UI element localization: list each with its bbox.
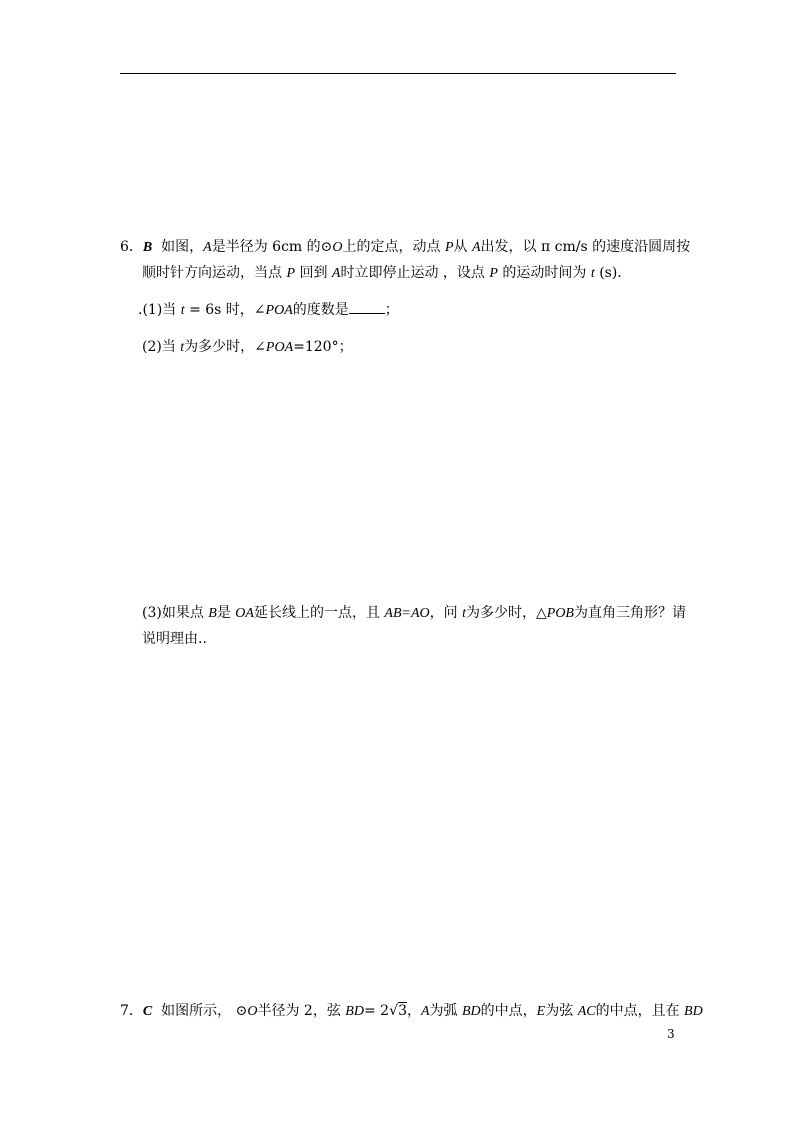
q6-part-3: (3)如果点 B是 OA延长线上的一点，且 AB=AO，问 t为多少时，△POB为直角三角形？请 — [142, 605, 686, 621]
answer-blank — [349, 301, 385, 314]
q6-line-1: 6．B 如图，A是半径为 6cm 的⊙O上的定点，动点 P从 A出发，以 π cm/s 的速度沿圆周按 — [120, 239, 691, 255]
point-o-3 — [201, 718, 205, 722]
label-p-3: P — [238, 760, 245, 771]
segment-ob — [199, 154, 205, 201]
label-a-2: A — [241, 411, 248, 422]
point-o-2 — [191, 419, 195, 423]
label-a: A — [142, 150, 149, 161]
q6-number: 6． — [120, 239, 143, 255]
q6-level-tag: B — [142, 240, 153, 255]
label-b-3: B — [315, 710, 322, 721]
label-o-2: O — [179, 417, 187, 428]
segment-oa — [152, 152, 199, 154]
sqrt-three: √ 3 — [389, 1002, 407, 1020]
label-a-3: A — [258, 710, 265, 721]
q7-level-tag: C — [142, 1004, 153, 1019]
label-o: O — [186, 155, 194, 166]
q6-line-2: 顺时针方向运动，当点 P 回到 A时立即停止运动 ，设点 P 的运动时间为 t (s)． — [142, 265, 632, 281]
point-a-2 — [236, 419, 240, 423]
page-number: 3 — [667, 1027, 675, 1041]
triangle-abc — [152, 127, 237, 201]
header-rule — [120, 73, 676, 74]
point-o — [197, 152, 201, 156]
label-o-3: O — [188, 716, 196, 727]
point-b-3 — [310, 718, 314, 722]
q7-number: 7． — [120, 1003, 143, 1019]
q6-part-2: (2)当 t为多少时，∠POA=120°； — [142, 339, 353, 355]
label-p-2: P — [223, 454, 230, 465]
label-b: B — [202, 204, 209, 215]
q6-part-3-line-2: 说明理由.. — [142, 631, 207, 647]
label-c: C — [239, 119, 246, 130]
q6-part-1: .(1)当 t = 6s 时，∠POA的度数是 ； — [138, 302, 399, 318]
label-d: D — [242, 173, 250, 184]
q7-line-1: 7．C 如图所示， ⊙O半径为 2，弦 BD= 2√ 3，A为弧 BD的中点，E为弦 AC的中点，且在 BD — [120, 1002, 703, 1021]
